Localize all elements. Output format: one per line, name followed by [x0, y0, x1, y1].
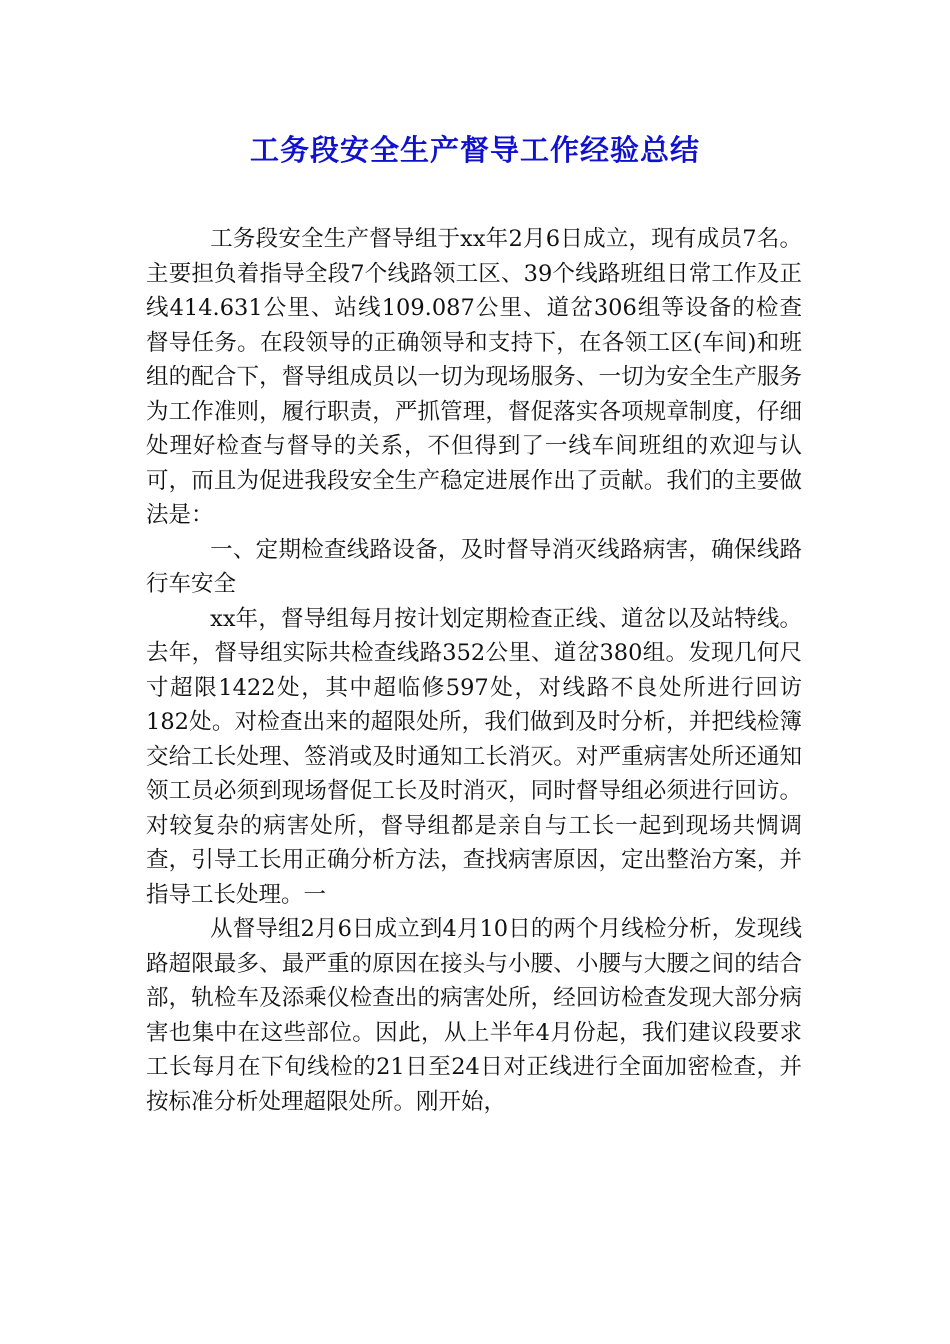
document-body [146, 222, 802, 1119]
document-title: 工务段安全生产督导工作经验总结 [249, 133, 700, 167]
paragraph-1: 工务段安全生产督导组于xx年2月6日成立，现有成员7名。主要担负着指导全段7个线路领工区、39个线路班组日常工作及正线414.631公里、站线109.087公里、道岔306组等设备的检查督导任务。在段领导的正确领导和支持下，在各领工区(车间)和班组的配合下，督导组成员以一切为现场服务、一切为安全生产服务为工作准则，履行职责，严抓管理，督促落实各项规章制度，仔细处理好检查与督导的关系，不但得到了一线车间班组的欢迎与认可，而且为促进我段安全生产稳定进展作出了贡献。我们的主要做法是： [146, 226, 802, 528]
paragraph-4: 从督导组2月6日成立到4月10日的两个月线检分析，发现线路超限最多、最严重的原因在接头与小腰、小腰与大腰之间的结合部，轨检车及添乘仪检查出的病害处所，经回访检查发现大部分病害也集中在这些部位。因此，从上半年4月份起，我们建议段要求工长每月在下旬线检的21日至24日对正线进行全面加密检查，并按标准分析处理超限处所。刚开始， [146, 916, 802, 1115]
paragraph-3: xx年，督导组每月按计划定期检查正线、道岔以及站特线。去年，督导组实际共检查线路352公里、道岔380组。发现几何尺寸超限1422处，其中超临修597处，对线路不良处所进行回访182处。对检查出来的超限处所，我们做到及时分析，并把线检簿交给工长处理、签消或及时通知工长消灭。对严重病害处所还通知领工员必须到现场督促工长及时消灭，同时督导组必须进行回访。对较复杂的病害处所，督导组都是亲自与工长一起到现场共惆调查，引导工长用正确分析方法，查找病害原因，定出整治方案，并指导工长处理。一 [146, 605, 802, 908]
paragraph-2: 一、定期检查线路设备，及时督导消灭线路病害，确保线路行车安全 [146, 536, 802, 597]
